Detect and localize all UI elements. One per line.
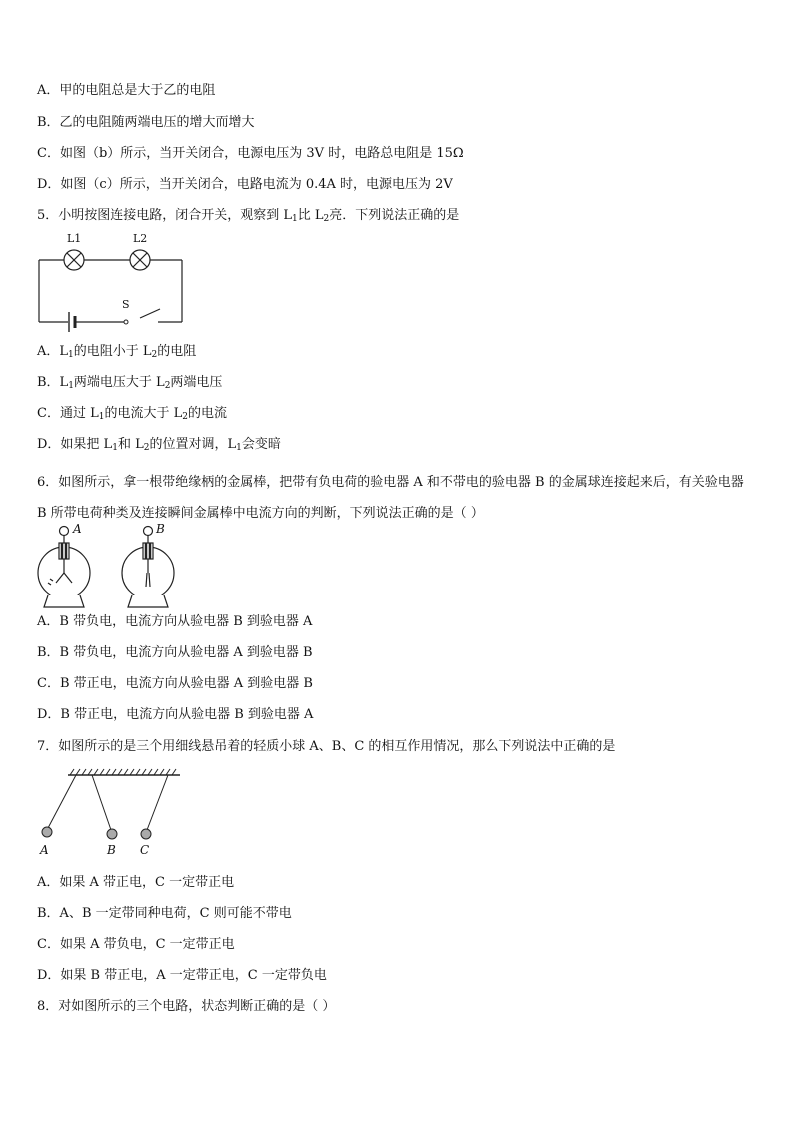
q4-option-c: C．如图（b）所示，当开关闭合，电源电压为 3V 时，电路总电阻是 15Ω (37, 146, 464, 161)
ball-b-label: B (107, 843, 116, 857)
ceiling-icon (68, 769, 180, 775)
battery-icon (69, 312, 75, 332)
switch-contact-icon (124, 320, 128, 324)
q7-option-b: B．A、B 一定带同种电荷，C 则可能不带电 (37, 906, 292, 921)
q5-option-a: A．$L_1$的电阻小于 $L_2$的电阻 (37, 344, 197, 360)
q4-option-d: D．如图（c）所示，当开关闭合，电路电流为 0.4A 时，电源电压为 2V (37, 177, 453, 192)
lamp-l1-label: L1 (67, 232, 82, 245)
lamp-l2-icon (130, 250, 150, 270)
q5-option-b: B．$L_1$两端电压大于 $L_2$两端电压 (37, 375, 223, 391)
q6-stem: 6．如图所示，拿一根带绝缘柄的金属棒，把带有负电荷的验电器 A 和不带电的验电器 B 的金属球连接起来后，有关验电器 B 所带电荷种类及连接瞬间金属棒中电流方向的判断，下列说法正确的是（ ） (37, 475, 744, 521)
switch-label: S (122, 298, 130, 311)
ball-c-icon (141, 829, 151, 839)
q6-option-c: C．B 带正电，电流方向从验电器 A 到验电器 B (37, 676, 313, 691)
electroscope-a-label: A (73, 522, 82, 536)
q7-stem: 7．如图所示的是三个用细线悬吊着的轻质小球 A、B、C 的相互作用情况，那么下列说法中正确的是 (37, 739, 616, 754)
lamp-l1-icon (64, 250, 84, 270)
q6-option-d: D．B 带正电，电流方向从验电器 B 到验电器 A (37, 707, 314, 722)
q7-option-c: C．如果 A 带负电，C 一定带正电 (37, 937, 235, 952)
q6-option-a: A．B 带负电，电流方向从验电器 B 到验电器 A (37, 614, 313, 629)
q5-option-d: D．如果把 $L_1$和 $L_2$的位置对调，$L_1$会变暗 (37, 437, 281, 453)
ball-a-label: A (40, 843, 49, 857)
q6-electroscope-diagram (34, 523, 194, 609)
q4-option-b: B．乙的电阻随两端电压的增大而增大 (37, 115, 255, 130)
electroscope-b-label: B (156, 522, 165, 536)
lamp-l2-label: L2 (133, 232, 148, 245)
q6-option-b: B．B 带负电，电流方向从验电器 A 到验电器 B (37, 645, 313, 660)
q8-stem: 8．对如图所示的三个电路，状态判断正确的是（ ） (37, 999, 336, 1014)
q4-option-a: A．甲的电阻总是大于乙的电阻 (37, 83, 216, 98)
q5-stem: 5．小明按图连接电路，闭合开关，观察到 $L_1$比 $L_2$亮．下列说法正确的是 (37, 208, 460, 224)
q7-option-a: A．如果 A 带正电，C 一定带正电 (37, 875, 235, 890)
electroscope-a-icon (38, 527, 90, 608)
electroscope-b-icon (122, 527, 174, 608)
q7-option-d: D．如果 B 带正电，A 一定带正电，C 一定带负电 (37, 968, 327, 983)
q5-circuit-diagram (30, 226, 190, 328)
ball-a-icon (42, 827, 52, 837)
q5-option-c: C．通过 $L_1$的电流大于 $L_2$的电流 (37, 406, 227, 422)
q7-pendulum-diagram (34, 766, 184, 862)
ball-b-icon (107, 829, 117, 839)
ball-c-label: C (140, 843, 150, 857)
